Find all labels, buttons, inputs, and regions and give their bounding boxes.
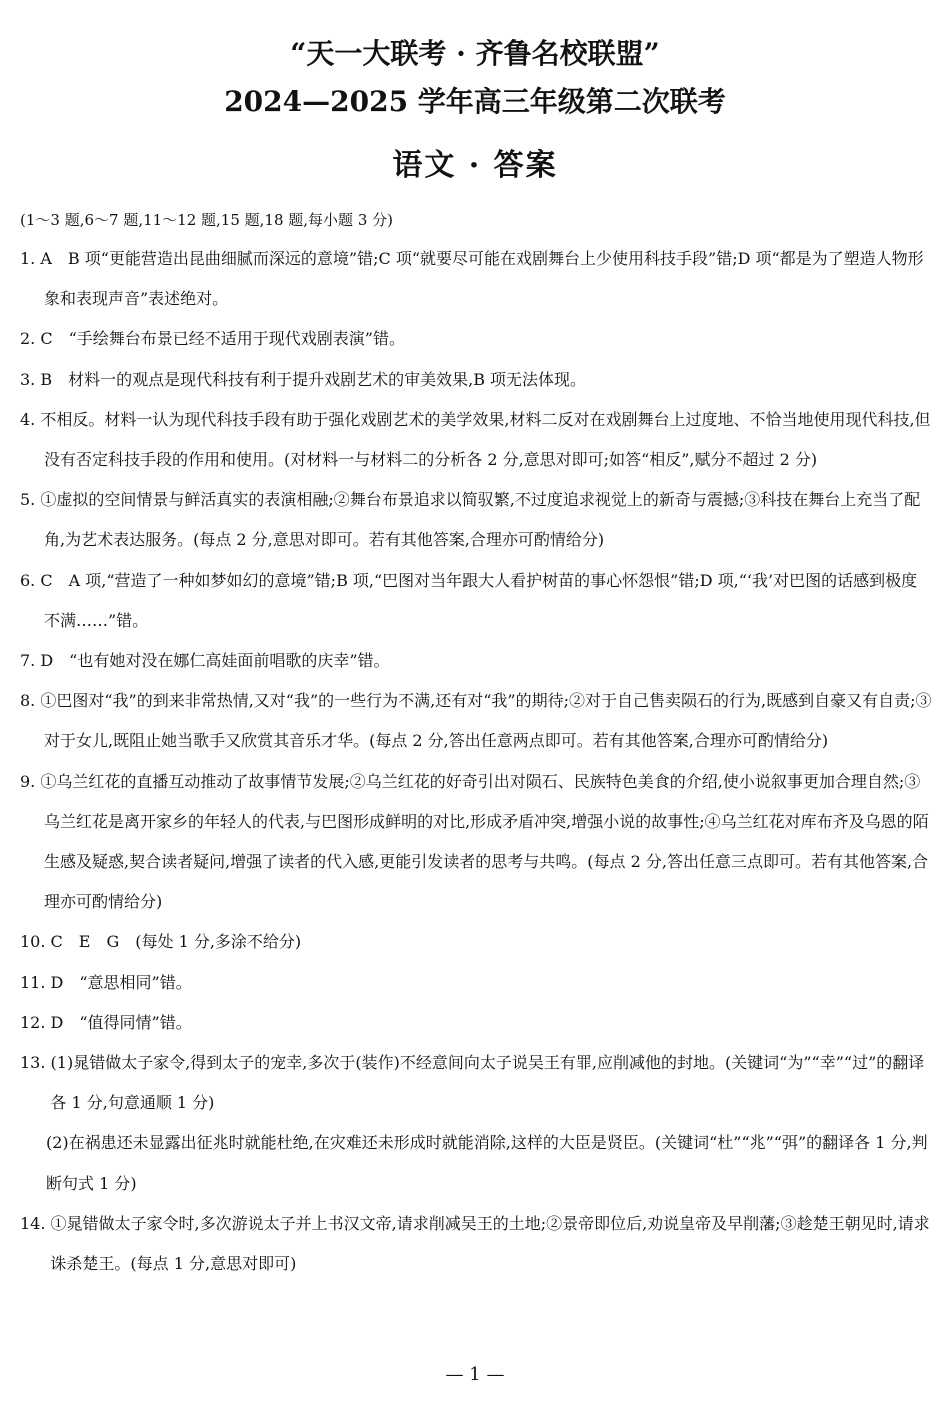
answer-text: 3. B 材料一的观点是现代科技有利于提升戏剧艺术的审美效果,B 项无法体现。 (20, 369, 587, 389)
answer-4 (20, 400, 932, 480)
answer-10 (20, 922, 932, 962)
answer-text: 5. ①虚拟的空间情景与鲜活真实的表演相融;②舞台布景追求以简驭繁,不过度追求视觉上的新奇与震撼;③科技在舞台上充当了配角,为艺术表达服务。(每点 2 分,意思对即可。若有其他答案,合理亦可酌情给分) (20, 490, 921, 550)
answer-content (20, 210, 932, 1284)
answer-text: 9. ①乌兰红花的直播互动推动了故事情节发展;②乌兰红花的好奇引出对陨石、民族特色美食的介绍,使小说叙事更加合理自然;③乌兰红花是离开家乡的年轻人的代表,与巴图形成鲜明的对比,形成矛盾冲突,增强小说的故事性;④乌兰红花对库布齐及乌恩的陌生感及疑惑,契合读者疑问,增强了读者的代入感,更能引发读者的思考与共鸣。(每点 2 分,答出任意三点即可。若有其他答案,合理亦可酌情给分) (20, 771, 929, 912)
answer-text: 14. ①晁错做太子家令时,多次游说太子并上书汉文帝,请求削减吴王的土地;②景帝即位后,劝说皇帝及早削藩;③趁楚王朝见时,请求诛杀楚王。(每点 1 分,意思对即可) (20, 1213, 930, 1274)
answer-14 (20, 1204, 932, 1284)
answer-text: 6. C A 项,“营造了一种如梦如幻的意境”错;B 项,“巴图对当年跟大人看护树苗的事心怀怨恨”错;D 项,“‘我’对巴图的话感到极度不满……”错。 (20, 570, 918, 630)
answer-text: 12. D “值得同情”错。 (20, 1012, 192, 1032)
answer-12 (20, 1003, 932, 1043)
answer-6 (20, 561, 932, 641)
answer-3 (20, 360, 932, 400)
answer-8 (20, 681, 932, 761)
exam-title-line1: “天一大联考 · 齐鲁名校联盟” (290, 37, 660, 70)
answer-text: 7. D “也有她对没在娜仁高娃面前唱歌的庆幸”错。 (20, 651, 390, 671)
answer-1 (20, 239, 932, 319)
answer-9 (20, 762, 932, 923)
answer-7 (20, 641, 932, 681)
answer-text: 2. C “手绘舞台布景已经不适用于现代戏剧表演”错。 (20, 329, 405, 349)
answer-text: 8. ①巴图对“我”的到来非常热情,又对“我”的一些行为不满,还有对“我”的期待;②对于自己售卖陨石的行为,既感到自豪又有自责;③对于女儿,既阻止她当歌手又欣赏其音乐才华。(每点 2 分,答出任意两点即可。若有其他答案,合理亦可酌情给分) (20, 691, 932, 751)
answer-text: 10. C E G (每处 1 分,多涂不给分) (20, 932, 302, 952)
answer-text: 1. A B 项“更能营造出昆曲细腻而深远的意境”错;C 项“就要尽可能在戏剧舞台上少使用科技手段”错;D 项“都是为了塑造人物形象和表现声音”表述绝对。 (20, 249, 924, 309)
answer-text: 11. D “意思相同”错。 (20, 972, 192, 992)
subject-title: 语文 · 答案 (392, 148, 558, 183)
answer-13-part2 (20, 1123, 932, 1203)
answer-13-part1 (20, 1043, 932, 1123)
answer-2 (20, 319, 932, 359)
answer-11 (20, 963, 932, 1003)
answer-text: (2)在祸患还未显露出征兆时就能杜绝,在灾难还未形成时就能消除,这样的大臣是贤臣。(关键词“杜”“兆”“弭”的翻译各 1 分,判断句式 1 分) (46, 1133, 928, 1193)
answer-5 (20, 480, 932, 560)
answer-text: 13. (1)晁错做太子家令,得到太子的宠幸,多次于(装作)不经意间向太子说吴王有罪,应削减他的封地。(关键词“为”“幸”“过”的翻译各 1 分,句意通顺 1 分) (20, 1053, 925, 1113)
scoring-note: (1～3 题,6～7 题,11～12 题,15 题,18 题,每小题 3 分) (20, 211, 393, 229)
exam-title-line2: 2024—2025 学年高三年级第二次联考 (224, 85, 726, 118)
answer-text: 4. 不相反。材料一认为现代科技手段有助于强化戏剧艺术的美学效果,材料二反对在戏剧舞台上过度地、不恰当地使用现代科技,但没有否定科技手段的作用和使用。(对材料一与材料二的分析各 2 分,意思对即可;如答“相反”,赋分不超过 2 分) (20, 409, 931, 470)
page-number: — 1 — (445, 1364, 505, 1385)
